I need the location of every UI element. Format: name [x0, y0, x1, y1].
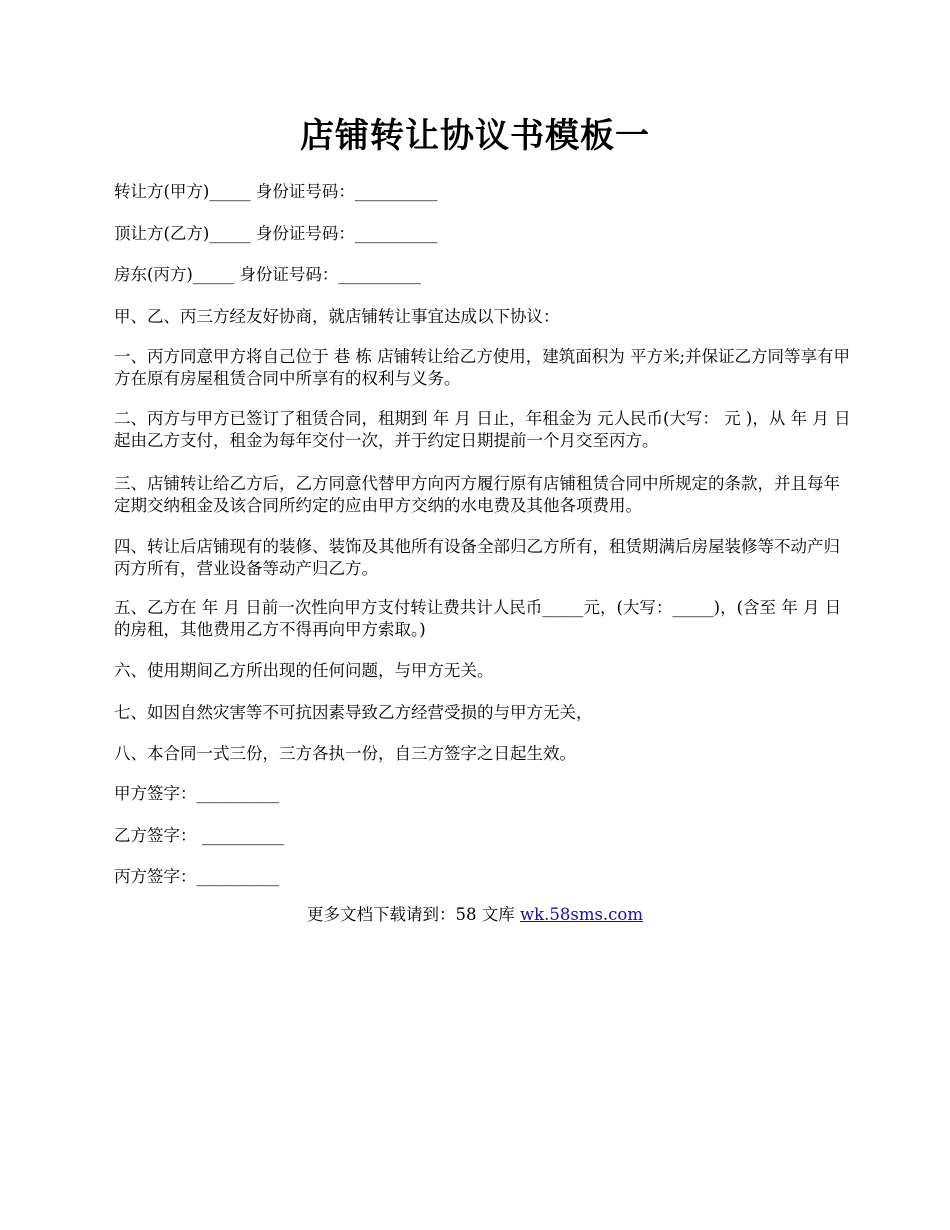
signature-party-c: 丙方签字：__________: [114, 867, 279, 886]
clause-4: 四、转让后店铺现有的装修、装饰及其他所有设备全部归乙方所有，租赁期满后房屋装修等不动产归丙方所有，营业设备等动产归乙方。: [114, 537, 840, 578]
clause-6: 六、使用期间乙方所出现的任何问题，与甲方无关。: [114, 661, 494, 680]
clause-8: 八、本合同一式三份，三方各执一份，自三方签字之日起生效。: [114, 744, 576, 763]
transferor-line: 转让方(甲方)_____ 身份证号码：__________: [114, 182, 438, 201]
footer-link[interactable]: wk.58sms.com: [519, 905, 643, 924]
signature-party-b: 乙方签字： __________: [114, 826, 285, 845]
footer-prefix: 更多文档下载请到：58 文库: [306, 905, 520, 924]
landlord-line: 房东(丙方)_____ 身份证号码：__________: [114, 265, 421, 284]
signature-party-a: 甲方签字：__________: [114, 784, 279, 803]
clause-7: 七、如因自然灾害等不可抗因素导致乙方经营受损的与甲方无关，: [114, 703, 593, 722]
intro-paragraph: 甲、乙、丙三方经友好协商，就店铺转让事宜达成以下协议：: [114, 307, 560, 326]
transferee-line: 顶让方(乙方)_____ 身份证号码：__________: [114, 224, 438, 243]
footer: [0, 904, 950, 926]
document-title: 店铺转让协议书模板一: [300, 116, 650, 156]
clause-1: 一、丙方同意甲方将自己位于 巷 栋 店铺转让给乙方使用，建筑面积为 平方米;并保证乙方同等享有甲方在原有房屋租赁合同中所享有的权利与义务。: [114, 347, 851, 388]
clause-5: 五、乙方在 年 月 日前一次性向甲方支付转让费共计人民币_____元，(大写：_____)，(含至 年 月 日的房租，其他费用乙方不得再向甲方索取。): [114, 598, 842, 639]
clause-3: 三、店铺转让给乙方后，乙方同意代替甲方向丙方履行原有店铺租赁合同中所规定的条款，并且每年定期交纳租金及该合同所约定的应由甲方交纳的水电费及其他各项费用。: [114, 474, 840, 515]
clause-2: 二、丙方与甲方已签订了租赁合同，租期到 年 月 日止，年租金为 元人民币(大写： 元 )，从 年 月 日起由乙方支付，租金为每年交付一次，并于约定日期提前一个月交至丙方。: [114, 409, 851, 450]
